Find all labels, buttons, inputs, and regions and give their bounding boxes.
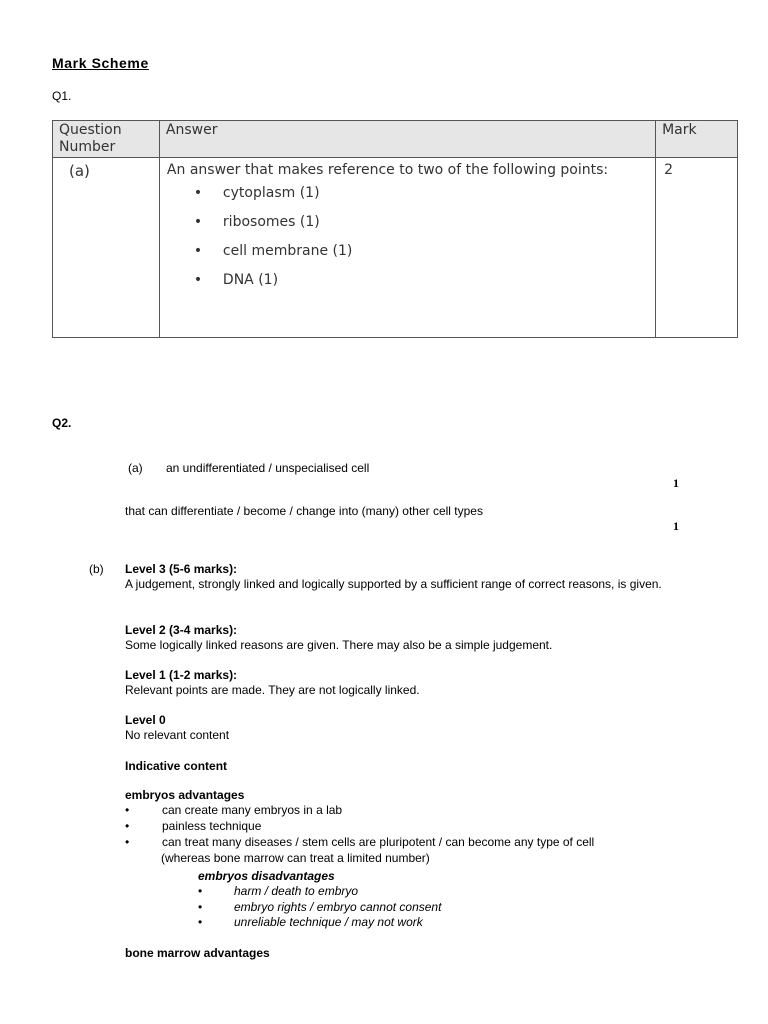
level-1-heading: Level 1 (1-2 marks):: [125, 668, 238, 682]
bullet-icon: •: [125, 819, 130, 833]
level-2-heading: Level 2 (3-4 marks):: [125, 623, 238, 637]
level-3-text: A judgement, strongly linked and logically supported by a sufficient range of correct reasons, is given.: [125, 577, 662, 591]
bullet-icon: •: [193, 214, 203, 230]
answer-point: DNA (1): [222, 272, 279, 288]
question-2-label: Q2.: [52, 416, 72, 430]
list-item: [167, 243, 647, 272]
bullet-icon: •: [198, 884, 203, 898]
part-a-mark-1: 1: [673, 476, 679, 490]
bullet-icon: •: [198, 900, 203, 914]
header-answer: Answer: [159, 121, 655, 158]
answer-point: cell membrane (1): [222, 243, 353, 259]
question-1-label: Q1.: [52, 89, 72, 103]
answer-intro: An answer that makes reference to two of the following points:: [166, 162, 609, 178]
embryos-advantage: can create many embryos in a lab: [162, 803, 343, 817]
answer-point: cytoplasm (1): [222, 185, 320, 201]
list-item: [167, 185, 647, 214]
part-a-mark-2: 1: [673, 519, 679, 533]
level-2-text: Some logically linked reasons are given. There may also be a simple judgement.: [125, 638, 553, 652]
mark-cell: 2: [656, 158, 738, 338]
part-a-line-1: an undifferentiated / unspecialised cell: [166, 461, 370, 475]
bullet-icon: •: [125, 803, 130, 817]
embryos-advantage: painless technique: [162, 819, 262, 833]
q1-mark-table: [52, 120, 738, 338]
page-title: Mark Scheme: [52, 55, 149, 71]
indicative-content-heading: Indicative content: [125, 759, 228, 773]
embryos-advantages-heading: embryos advantages: [125, 788, 245, 802]
table-header-row: [53, 121, 738, 158]
part-a-line-2: that can differentiate / become / change into (many) other cell types: [125, 504, 483, 518]
level-3-heading: Level 3 (5-6 marks):: [125, 562, 238, 576]
bullet-icon: •: [193, 185, 203, 201]
embryos-disadvantages-heading: embryos disadvantages: [198, 869, 335, 883]
header-question-number: Question Number: [53, 121, 160, 158]
embryos-disadvantage: embryo rights / embryo cannot consent: [234, 900, 442, 914]
bullet-icon: •: [193, 243, 203, 259]
level-0-heading: Level 0: [125, 713, 166, 727]
list-item: [167, 214, 647, 243]
answer-points-list: [167, 185, 647, 301]
part-b-label: (b): [89, 562, 104, 576]
level-1-text: Relevant points are made. They are not logically linked.: [125, 683, 420, 697]
answer-point: ribosomes (1): [222, 214, 320, 230]
embryos-disadvantage: unreliable technique / may not work: [234, 915, 423, 929]
embryos-advantage: can treat many diseases / stem cells are pluripotent / can become any type of cell: [162, 835, 595, 849]
bone-marrow-advantages-heading: bone marrow advantages: [125, 946, 270, 960]
header-mark: Mark: [656, 121, 738, 158]
part-a-label: (a): [128, 461, 143, 475]
bullet-icon: •: [198, 915, 203, 929]
embryos-disadvantage: harm / death to embryo: [234, 884, 359, 898]
list-item: [167, 272, 647, 301]
level-0-text: No relevant content: [125, 728, 230, 742]
answer-cell: [159, 158, 655, 338]
bullet-icon: •: [193, 272, 203, 288]
bullet-icon: •: [125, 835, 130, 849]
embryos-advantage-continuation: (whereas bone marrow can treat a limited number): [161, 851, 430, 865]
question-number-cell: (a): [53, 158, 160, 338]
table-row: [53, 158, 738, 338]
